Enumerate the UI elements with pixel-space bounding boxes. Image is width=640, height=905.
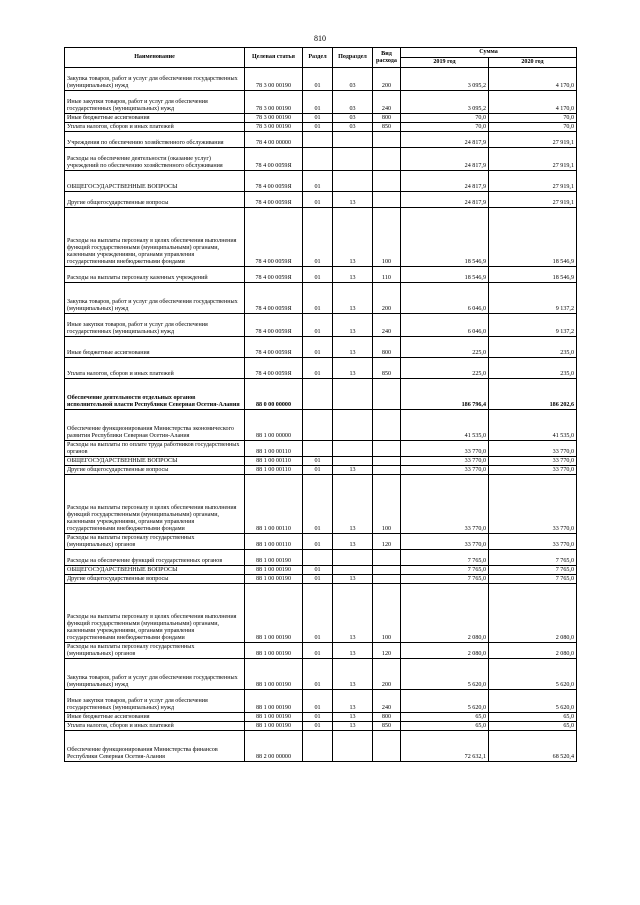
table-row	[65, 358, 577, 379]
row-target: 78 4 00 0059Я	[245, 171, 303, 192]
row-amount-2019: 225,0	[401, 358, 489, 379]
table-header	[65, 48, 577, 68]
row-amount-2020: 33 770,0	[489, 441, 577, 457]
row-name: Иные закупки товаров, работ и услуг для обеспечения государственных (муниципальных) нужд	[65, 690, 245, 713]
row-subsection: 13	[333, 192, 373, 208]
row-subsection	[333, 379, 373, 410]
row-amount-2020: 41 535,0	[489, 410, 577, 441]
row-subsection: 03	[333, 68, 373, 91]
table-row	[65, 148, 577, 171]
row-target: 78 4 00 0059Я	[245, 192, 303, 208]
table-row	[65, 566, 577, 575]
row-expense-type: 850	[373, 123, 401, 132]
row-amount-2019: 7 765,0	[401, 575, 489, 584]
row-target: 78 4 00 0059Я	[245, 283, 303, 314]
row-amount-2020: 33 770,0	[489, 475, 577, 534]
row-section: 01	[303, 466, 333, 475]
row-name: ОБЩЕГОСУДАРСТВЕННЫЕ ВОПРОСЫ	[65, 457, 245, 466]
table-row	[65, 410, 577, 441]
row-section: 01	[303, 566, 333, 575]
row-name: Расходы на выплаты персоналу в целях обеспечения выполнения функций государственными (муниципальными) органами, казенными учреждениями, органами управления государственными внебюджетными фондами	[65, 208, 245, 267]
row-section: 01	[303, 713, 333, 722]
row-name: Расходы на выплаты персоналу государственных (муниципальных) органов	[65, 534, 245, 550]
row-subsection: 13	[333, 208, 373, 267]
header-year-2019: 2019 год	[401, 58, 489, 68]
row-amount-2020: 68 520,4	[489, 731, 577, 762]
row-name: Иные бюджетные ассигнования	[65, 337, 245, 358]
row-amount-2020: 65,0	[489, 713, 577, 722]
row-subsection: 13	[333, 283, 373, 314]
row-amount-2019: 7 765,0	[401, 566, 489, 575]
row-amount-2020: 235,0	[489, 337, 577, 358]
header-amount: Сумма	[401, 48, 577, 58]
row-expense-type	[373, 441, 401, 457]
row-expense-type	[373, 132, 401, 148]
row-name: Другие общегосударственные вопросы	[65, 575, 245, 584]
table-row	[65, 123, 577, 132]
row-amount-2020: 5 620,0	[489, 690, 577, 713]
budget-table	[64, 47, 577, 762]
row-name: Уплата налогов, сборов и иных платежей	[65, 722, 245, 731]
row-amount-2019: 24 817,9	[401, 192, 489, 208]
row-subsection: 03	[333, 114, 373, 123]
row-name: Другие общегосударственные вопросы	[65, 192, 245, 208]
row-amount-2019: 33 770,0	[401, 457, 489, 466]
row-expense-type: 110	[373, 267, 401, 283]
row-target: 88 1 00 00110	[245, 466, 303, 475]
row-subsection: 13	[333, 722, 373, 731]
row-amount-2020: 33 770,0	[489, 457, 577, 466]
row-section: 01	[303, 267, 333, 283]
row-amount-2020: 9 137,2	[489, 283, 577, 314]
row-section: 01	[303, 68, 333, 91]
row-section: 01	[303, 659, 333, 690]
row-amount-2019: 33 770,0	[401, 441, 489, 457]
row-amount-2019: 65,0	[401, 722, 489, 731]
row-subsection: 13	[333, 690, 373, 713]
table-row	[65, 68, 577, 91]
row-expense-type: 240	[373, 91, 401, 114]
row-target: 88 1 00 00110	[245, 475, 303, 534]
row-section: 01	[303, 314, 333, 337]
row-amount-2019: 3 095,2	[401, 91, 489, 114]
row-section: 01	[303, 643, 333, 659]
header-year-2020: 2020 год	[489, 58, 577, 68]
row-section: 01	[303, 584, 333, 643]
row-section: 01	[303, 337, 333, 358]
table-row	[65, 475, 577, 534]
row-subsection	[333, 441, 373, 457]
row-name: Расходы на обеспечение функций государственных органов	[65, 550, 245, 566]
table-row	[65, 643, 577, 659]
row-section	[303, 550, 333, 566]
row-amount-2020: 27 919,1	[489, 192, 577, 208]
table-row	[65, 457, 577, 466]
row-target: 78 4 00 0059Я	[245, 337, 303, 358]
row-expense-type: 200	[373, 283, 401, 314]
row-section: 01	[303, 171, 333, 192]
row-amount-2020: 27 919,1	[489, 171, 577, 192]
row-expense-type	[373, 566, 401, 575]
row-target: 88 1 00 00190	[245, 575, 303, 584]
row-expense-type: 200	[373, 68, 401, 91]
row-section: 01	[303, 475, 333, 534]
row-amount-2019: 2 080,0	[401, 584, 489, 643]
row-amount-2019: 5 620,0	[401, 659, 489, 690]
row-expense-type: 800	[373, 713, 401, 722]
table-row	[65, 575, 577, 584]
row-subsection	[333, 171, 373, 192]
row-subsection: 13	[333, 337, 373, 358]
row-name: Расходы на выплаты персоналу в целях обеспечения выполнения функций государственными (муниципальными) органами, казенными учреждениями, органами управления государственными внебюджетными фондами	[65, 475, 245, 534]
row-amount-2019: 2 080,0	[401, 643, 489, 659]
row-section: 01	[303, 283, 333, 314]
table-row	[65, 713, 577, 722]
row-expense-type	[373, 192, 401, 208]
table-row	[65, 91, 577, 114]
row-target: 88 1 00 00190	[245, 722, 303, 731]
row-subsection	[333, 550, 373, 566]
row-amount-2019: 5 620,0	[401, 690, 489, 713]
row-subsection	[333, 132, 373, 148]
row-subsection: 13	[333, 584, 373, 643]
row-subsection: 13	[333, 475, 373, 534]
row-amount-2020: 18 546,9	[489, 267, 577, 283]
table-row	[65, 731, 577, 762]
row-subsection: 13	[333, 314, 373, 337]
page-number: 810	[314, 34, 326, 43]
row-amount-2019: 72 632,1	[401, 731, 489, 762]
table-row	[65, 659, 577, 690]
row-expense-type: 120	[373, 534, 401, 550]
row-amount-2019: 18 546,9	[401, 267, 489, 283]
row-expense-type	[373, 575, 401, 584]
row-amount-2020: 7 765,0	[489, 575, 577, 584]
row-expense-type: 240	[373, 690, 401, 713]
row-subsection	[333, 457, 373, 466]
row-expense-type: 800	[373, 114, 401, 123]
row-name: Уплата налогов, сборов и иных платежей	[65, 358, 245, 379]
row-expense-type: 200	[373, 659, 401, 690]
row-target: 88 1 00 00190	[245, 643, 303, 659]
row-expense-type: 100	[373, 475, 401, 534]
row-amount-2019: 33 770,0	[401, 466, 489, 475]
row-target: 88 2 00 00000	[245, 731, 303, 762]
row-expense-type: 850	[373, 358, 401, 379]
table-body	[65, 68, 577, 762]
row-name: Уплата налогов, сборов и иных платежей	[65, 123, 245, 132]
table-row	[65, 267, 577, 283]
row-amount-2020: 2 080,0	[489, 584, 577, 643]
row-section	[303, 410, 333, 441]
header-subsection: Подраздел	[333, 48, 373, 68]
row-expense-type: 120	[373, 643, 401, 659]
row-amount-2019: 24 817,9	[401, 171, 489, 192]
row-amount-2020: 186 202,6	[489, 379, 577, 410]
row-section: 01	[303, 534, 333, 550]
row-expense-type	[373, 410, 401, 441]
row-target: 88 1 00 00190	[245, 659, 303, 690]
row-section	[303, 731, 333, 762]
row-expense-type	[373, 171, 401, 192]
table-row	[65, 337, 577, 358]
row-target: 88 1 00 00190	[245, 584, 303, 643]
row-name: Учреждения по обеспечению хозяйственного обслуживания	[65, 132, 245, 148]
row-target: 88 1 00 00000	[245, 410, 303, 441]
row-target: 88 0 00 00000	[245, 379, 303, 410]
row-expense-type	[373, 457, 401, 466]
row-amount-2020: 27 919,1	[489, 148, 577, 171]
row-section: 01	[303, 690, 333, 713]
row-name: Обеспечение деятельности отдельных органов исполнительной власти Республики Северная Осетия-Алания	[65, 379, 245, 410]
row-amount-2019: 70,0	[401, 123, 489, 132]
row-name: Закупка товаров, работ и услуг для обеспечения государственных (муниципальных) нужд	[65, 283, 245, 314]
row-name: Обеспечение функционирования Министерства экономического развития Республики Северная Осетия-Алания	[65, 410, 245, 441]
table-row	[65, 114, 577, 123]
row-target: 88 1 00 00190	[245, 713, 303, 722]
row-subsection: 13	[333, 659, 373, 690]
row-amount-2019: 24 817,9	[401, 132, 489, 148]
row-name: Закупка товаров, работ и услуг для обеспечения государственных (муниципальных) нужд	[65, 68, 245, 91]
row-amount-2020: 235,0	[489, 358, 577, 379]
row-section: 01	[303, 123, 333, 132]
row-amount-2019: 24 817,9	[401, 148, 489, 171]
row-amount-2019: 6 046,0	[401, 314, 489, 337]
row-section	[303, 441, 333, 457]
row-name: Расходы на обеспечение деятельности (оказание услуг) учреждений по обеспечению хозяйственного обслуживания	[65, 148, 245, 171]
row-amount-2020: 2 080,0	[489, 643, 577, 659]
row-name: ОБЩЕГОСУДАРСТВЕННЫЕ ВОПРОСЫ	[65, 171, 245, 192]
row-subsection: 13	[333, 534, 373, 550]
table-row	[65, 584, 577, 643]
row-section: 01	[303, 192, 333, 208]
row-target: 88 1 00 00190	[245, 550, 303, 566]
row-amount-2019: 65,0	[401, 713, 489, 722]
row-name: Иные закупки товаров, работ и услуг для обеспечения государственных (муниципальных) нужд	[65, 314, 245, 337]
table-row	[65, 132, 577, 148]
header-target: Целевая статья	[245, 48, 303, 68]
row-target: 78 4 00 0059Я	[245, 208, 303, 267]
row-target: 88 1 00 00110	[245, 534, 303, 550]
row-amount-2020: 4 170,0	[489, 68, 577, 91]
row-expense-type: 850	[373, 722, 401, 731]
row-target: 78 4 00 0059Я	[245, 148, 303, 171]
table-row	[65, 314, 577, 337]
row-section: 01	[303, 114, 333, 123]
row-section	[303, 379, 333, 410]
row-target: 88 1 00 00190	[245, 690, 303, 713]
row-section: 01	[303, 208, 333, 267]
row-expense-type: 100	[373, 584, 401, 643]
row-amount-2019: 41 535,0	[401, 410, 489, 441]
row-expense-type	[373, 379, 401, 410]
row-name: Расходы на выплаты персоналу казенных учреждений	[65, 267, 245, 283]
row-amount-2020: 18 546,9	[489, 208, 577, 267]
row-name: ОБЩЕГОСУДАРСТВЕННЫЕ ВОПРОСЫ	[65, 566, 245, 575]
table-row	[65, 379, 577, 410]
row-name: Закупка товаров, работ и услуг для обеспечения государственных (муниципальных) нужд	[65, 659, 245, 690]
table-row	[65, 466, 577, 475]
row-subsection	[333, 731, 373, 762]
row-amount-2019: 70,0	[401, 114, 489, 123]
row-subsection: 13	[333, 713, 373, 722]
row-subsection: 13	[333, 466, 373, 475]
table-row	[65, 192, 577, 208]
row-target: 78 3 00 00190	[245, 91, 303, 114]
table-row	[65, 534, 577, 550]
row-subsection: 13	[333, 358, 373, 379]
row-expense-type	[373, 466, 401, 475]
row-amount-2019: 6 046,0	[401, 283, 489, 314]
row-amount-2019: 33 770,0	[401, 475, 489, 534]
row-subsection	[333, 410, 373, 441]
row-amount-2020: 33 770,0	[489, 466, 577, 475]
table-row	[65, 171, 577, 192]
row-name: Расходы на выплаты персоналу государственных (муниципальных) органов	[65, 643, 245, 659]
row-name: Иные закупки товаров, работ и услуг для обеспечения государственных (муниципальных) нужд	[65, 91, 245, 114]
row-name: Иные бюджетные ассигнования	[65, 114, 245, 123]
row-subsection: 13	[333, 267, 373, 283]
row-expense-type	[373, 550, 401, 566]
row-target: 88 1 00 00110	[245, 441, 303, 457]
row-section	[303, 132, 333, 148]
row-name: Расходы на выплаты персоналу в целях обеспечения выполнения функций государственными (муниципальными) органами, казенными учреждениями, органами управления государственными внебюджетными фондами	[65, 584, 245, 643]
row-subsection: 03	[333, 123, 373, 132]
row-amount-2020: 70,0	[489, 114, 577, 123]
row-target: 78 3 00 00190	[245, 114, 303, 123]
row-subsection	[333, 148, 373, 171]
row-section: 01	[303, 575, 333, 584]
row-section: 01	[303, 722, 333, 731]
row-subsection: 03	[333, 91, 373, 114]
row-name: Расходы на выплаты по оплате труда работников государственных органов	[65, 441, 245, 457]
header-section: Раздел	[303, 48, 333, 68]
row-amount-2020: 27 919,1	[489, 132, 577, 148]
row-amount-2019: 225,0	[401, 337, 489, 358]
row-expense-type: 800	[373, 337, 401, 358]
row-target: 78 4 00 0059Я	[245, 358, 303, 379]
row-target: 78 3 00 00190	[245, 68, 303, 91]
row-amount-2020: 7 765,0	[489, 566, 577, 575]
row-expense-type	[373, 148, 401, 171]
row-target: 78 3 00 00190	[245, 123, 303, 132]
row-section	[303, 148, 333, 171]
table-row	[65, 208, 577, 267]
table-row	[65, 283, 577, 314]
row-amount-2019: 33 770,0	[401, 534, 489, 550]
row-subsection: 13	[333, 575, 373, 584]
row-amount-2019: 7 765,0	[401, 550, 489, 566]
row-section: 01	[303, 358, 333, 379]
row-amount-2019: 3 095,2	[401, 68, 489, 91]
row-target: 78 4 00 00000	[245, 132, 303, 148]
row-target: 88 1 00 00190	[245, 566, 303, 575]
header-name: Наименование	[65, 48, 245, 68]
row-amount-2019: 18 546,9	[401, 208, 489, 267]
row-name: Иные бюджетные ассигнования	[65, 713, 245, 722]
row-expense-type	[373, 731, 401, 762]
header-expense-type: Вид расхода	[373, 48, 401, 68]
row-target: 88 1 00 00110	[245, 457, 303, 466]
row-amount-2020: 7 765,0	[489, 550, 577, 566]
row-amount-2020: 65,0	[489, 722, 577, 731]
row-expense-type: 100	[373, 208, 401, 267]
table-row	[65, 441, 577, 457]
row-name: Другие общегосударственные вопросы	[65, 466, 245, 475]
row-amount-2020: 33 770,0	[489, 534, 577, 550]
table-row	[65, 550, 577, 566]
row-amount-2019: 186 796,4	[401, 379, 489, 410]
row-amount-2020: 9 137,2	[489, 314, 577, 337]
row-subsection	[333, 566, 373, 575]
row-amount-2020: 70,0	[489, 123, 577, 132]
row-name: Обеспечение функционирования Министерства финансов Республики Северная Осетия-Алания	[65, 731, 245, 762]
row-subsection: 13	[333, 643, 373, 659]
table-row	[65, 722, 577, 731]
row-amount-2020: 4 170,0	[489, 91, 577, 114]
row-section: 01	[303, 91, 333, 114]
row-section: 01	[303, 457, 333, 466]
row-amount-2020: 5 620,0	[489, 659, 577, 690]
row-expense-type: 240	[373, 314, 401, 337]
row-target: 78 4 00 0059Я	[245, 314, 303, 337]
row-target: 78 4 00 0059Я	[245, 267, 303, 283]
table-row	[65, 690, 577, 713]
